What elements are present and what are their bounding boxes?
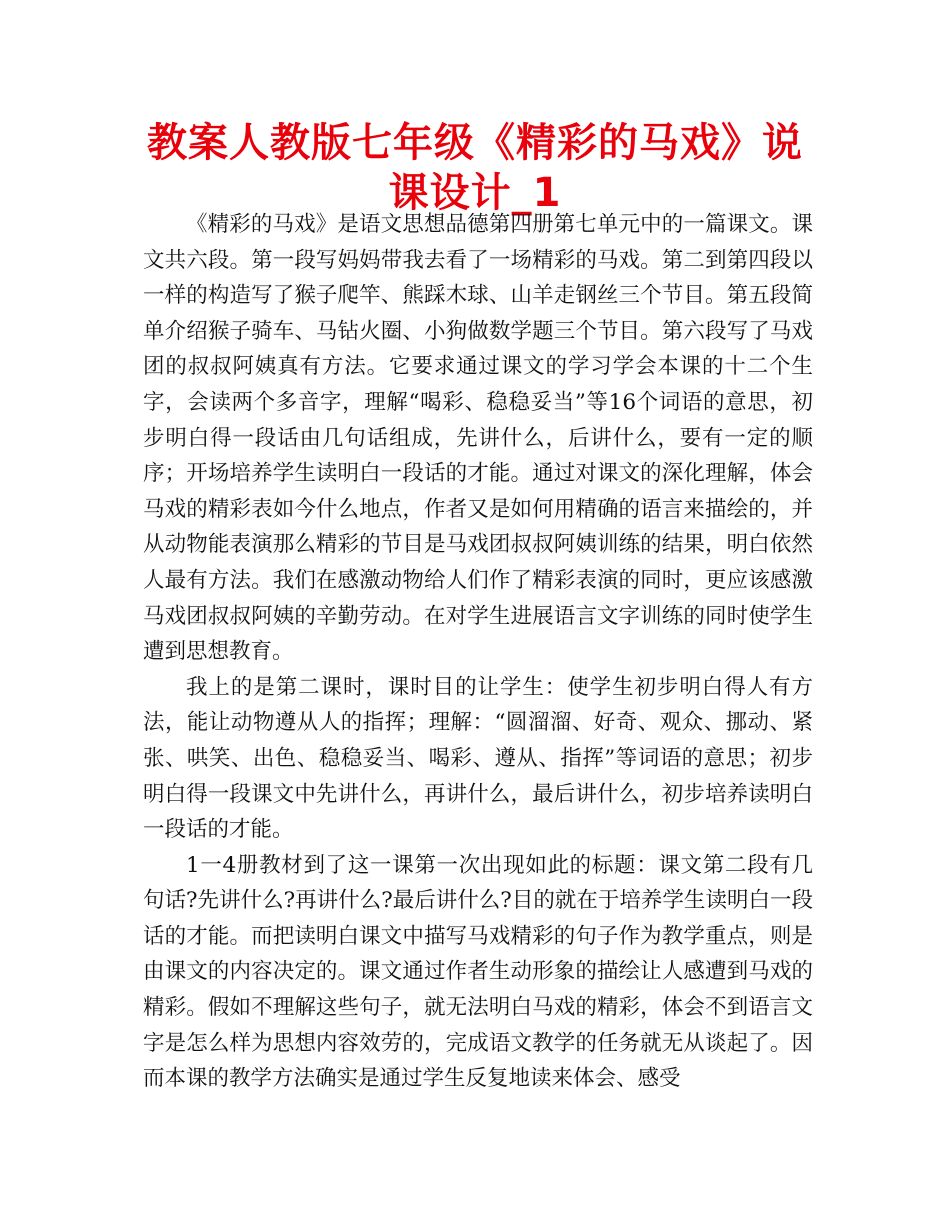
paragraph-3: 1一4册教材到了这一课第一次出现如此的标题：课文第二段有几句话?先讲什么?再讲什么?最后讲什么?目的就在于培养学生读明白一段话的才能。而把读明白课文中描写马戏精彩的句子作为教学重点，则是由课文的内容决定的。课文通过作者生动形象的描绘让人感遭到马戏的精彩。假如不理解这些句子，就无法明白马戏的精彩，体会不到语言文字是怎么样为思想内容效劳的，完成语文教学的任务就无从谈起了。因而本课的教学方法确实是通过学生反复地读来体会、感受 — [143, 852, 813, 1092]
document-body — [143, 207, 813, 1097]
paragraph-2: 我上的是第二课时，课时目的让学生：使学生初步明白得人有方法，能让动物遵从人的指挥；理解：“圆溜溜、好奇、观众、挪动、紧张、哄笑、出色、稳稳妥当、喝彩、遵从、指挥”等词语的意思；初步明白得一段课文中先讲什么，再讲什么，最后讲什么，初步培养读明白一段话的才能。 — [143, 674, 813, 843]
paragraph-1: 《精彩的马戏》是语文思想品德第四册第七单元中的一篇课文。课文共六段。第一段写妈妈带我去看了一场精彩的马戏。第二到第四段以一样的构造写了猴子爬竿、熊踩木球、山羊走钢丝三个节目。第五段简单介绍猴子骑车、马钻火圈、小狗做数学题三个节目。第六段写了马戏团的叔叔阿姨真有方法。它要求通过课文的学习学会本课的十二个生字，会读两个多音字，理解“喝彩、稳稳妥当”等16个词语的意思，初步明白得一段话由几句话组成，先讲什么，后讲什么，要有一定的顺序；开场培养学生读明白一段话的才能。通过对课文的深化理解，体会马戏的精彩表如今什么地点，作者又是如何用精确的语言来描绘的，并从动物能表演那么精彩的节目是马戏团叔叔阿姨训练的结果，明白依然人最有方法。我们在感激动物给人们作了精彩表演的同时，更应该感激马戏团叔叔阿姨的辛勤劳动。在对学生进展语言文字训练的同时使学生遭到思想教育。 — [143, 212, 813, 665]
document-title: 教案人教版七年级《精彩的马戏》说课设计_1 — [147, 120, 803, 216]
